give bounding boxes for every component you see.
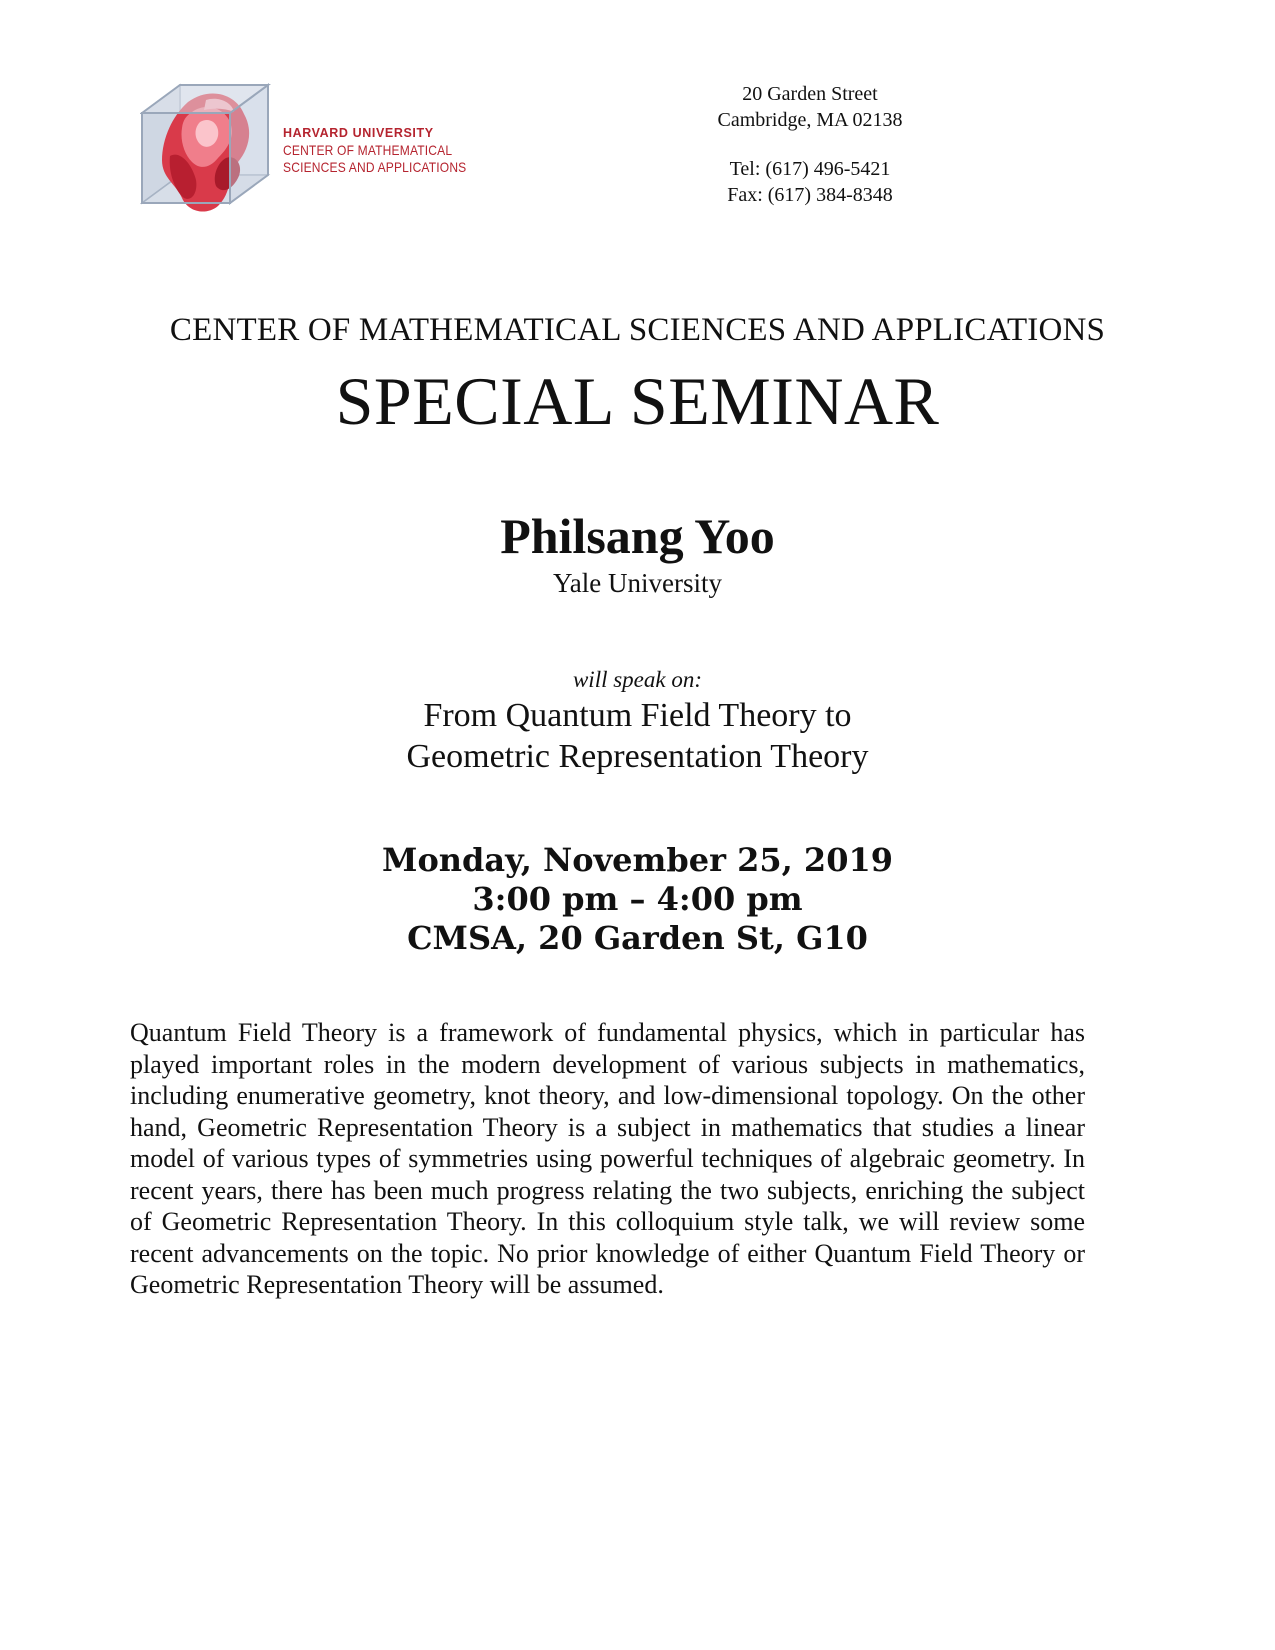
event-details: [0, 841, 1275, 958]
seminar-title: SPECIAL SEMINAR: [335, 363, 940, 439]
address-street: 20 Garden Street: [742, 83, 878, 105]
center-name-heading: CENTER OF MATHEMATICAL SCIENCES AND APPLICATIONS: [169, 312, 1106, 348]
logo-wordmark: [283, 125, 496, 176]
address-block: [660, 81, 960, 208]
logo-line-center: CENTER OF MATHEMATICAL: [283, 142, 453, 158]
speaker-affiliation: Yale University: [552, 568, 722, 598]
talk-title-line-2: Geometric Representation Theory: [406, 738, 869, 775]
talk-intro: will speak on:: [572, 667, 703, 692]
cmsa-logo: [140, 80, 480, 220]
talk-title: [0, 695, 1275, 777]
abstract-paragraph: Quantum Field Theory is a framework of fundamental physics, which in particular has played important roles in the modern development of various subjects in mathematics, including enumerative geometry, knot theory, and low-dimensional topology. On the other hand, Geometric Representation Theory is a subject in mathematics that studies a linear model of various types of symmetries using powerful techniques of algebraic geometry. In recent years, there has been much progress relating the two subjects, enriching the subject of Geometric Representation Theory. In this colloquium style talk, we will review some recent advancements on the topic. No prior knowledge of either Quantum Field Theory or Geometric Representation Theory will be assumed.: [130, 1018, 1085, 1299]
address-fax: Fax: (617) 384-8348: [727, 184, 893, 206]
talk-title-line-1: From Quantum Field Theory to: [423, 697, 852, 734]
logo-line-university: HARVARD UNIVERSITY: [283, 126, 434, 140]
event-time: 3:00 pm – 4:00 pm: [472, 880, 803, 918]
logo-line-sciences: SCIENCES AND APPLICATIONS: [283, 159, 467, 175]
cmsa-cube-logo-icon: [140, 80, 275, 220]
address-city: Cambridge, MA 02138: [717, 109, 903, 131]
speaker-name: Philsang Yoo: [500, 508, 775, 564]
event-location: CMSA, 20 Garden St, G10: [407, 919, 868, 957]
event-date: Monday, November 25, 2019: [382, 841, 893, 879]
address-tel: Tel: (617) 496-5421: [729, 158, 891, 180]
